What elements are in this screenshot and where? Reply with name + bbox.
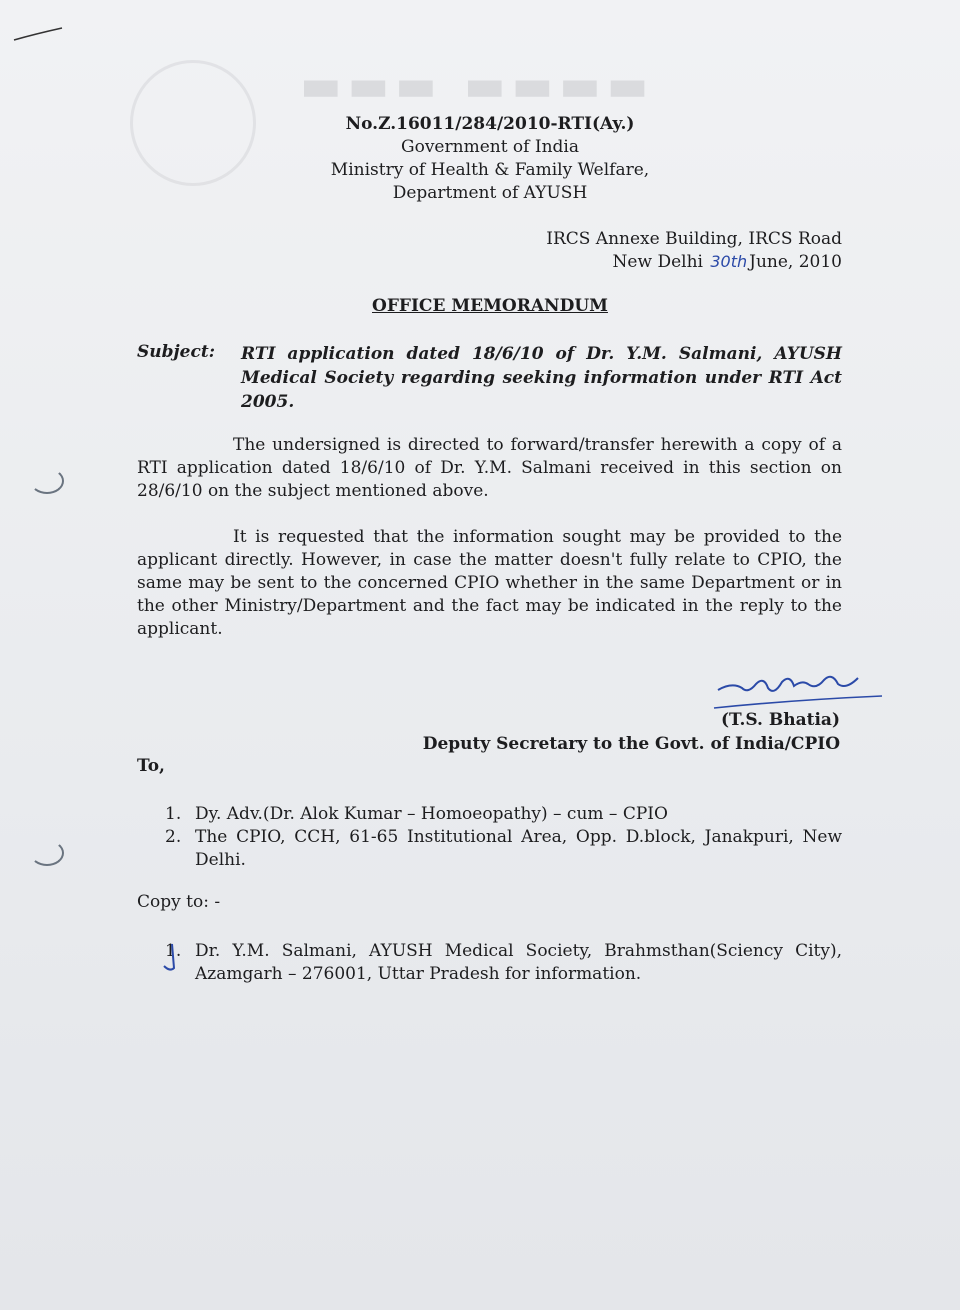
- copy-to-text: Dr. Y.M. Salmani, AYUSH Medical Society, Brahmsthan(Sciency City), Azamgarh – 276001, Uttar Pradesh for information.: [195, 941, 842, 984]
- reference-number: No.Z.16011/284/2010-RTI(Ay.): [345, 114, 635, 134]
- date-suffix: June, 2010: [749, 252, 842, 272]
- copy-to-number: 1.: [165, 941, 182, 961]
- header-line-2: Ministry of Health & Family Welfare,: [330, 160, 650, 180]
- date-line: [613, 252, 842, 272]
- signatory-designation: Deputy Secretary to the Govt. of India/CPIO: [422, 734, 840, 754]
- copy-to-label: Copy to: -: [137, 892, 221, 912]
- header-line-3: Department of AYUSH: [392, 183, 588, 203]
- recipient-text: Dy. Adv.(Dr. Alok Kumar – Homoeopathy) – cum – CPIO: [195, 804, 668, 824]
- signatory-name: (T.S. Bhatia): [720, 710, 840, 730]
- recipient-number: 2.: [165, 827, 182, 847]
- subject-text: RTI application dated 18/6/10 of Dr. Y.M. Salmani, AYUSH Medical Society regarding seeking information under RTI Act 2005.: [241, 344, 842, 412]
- recipient-item: [165, 803, 842, 826]
- recipient-item: [165, 826, 842, 872]
- pen-stroke-mark: [10, 20, 70, 50]
- recipient-text: The CPIO, CCH, 61-65 Institutional Area, Opp. D.block, Janakpuri, New Delhi.: [195, 827, 842, 870]
- handwritten-tick-mark: [160, 940, 184, 974]
- memo-title: OFFICE MEMORANDUM: [372, 296, 608, 316]
- paragraph-2: It is requested that the information sought may be provided to the applicant directly. However, in case the matter doesn't fully relate to CPIO, the same may be sent to the concerned CPIO whether in the same Department or in the other Ministry/Department and the fact may be indicated in the reply to the applicant.: [137, 527, 842, 639]
- to-label: To,: [137, 756, 165, 776]
- recipient-number: 1.: [165, 804, 182, 824]
- paragraph-1: The undersigned is directed to forward/transfer herewith a copy of a RTI application dated 18/6/10 of Dr. Y.M. Salmani received in this section on 28/6/10 on the subject mentioned above.: [137, 435, 842, 501]
- date-handwritten: 30th: [710, 252, 748, 271]
- subject-label: Subject:: [137, 342, 215, 362]
- header-line-1: Government of India: [401, 137, 579, 157]
- address-line: IRCS Annexe Building, IRCS Road: [546, 229, 842, 249]
- date-prefix: New Delhi: [612, 252, 703, 272]
- punch-hole-top: [30, 468, 64, 494]
- copy-to-item: [165, 940, 842, 986]
- punch-hole-bottom: [30, 840, 64, 866]
- bleed-through-letterhead: ▬▬▬ ▬▬▬▬: [300, 60, 655, 111]
